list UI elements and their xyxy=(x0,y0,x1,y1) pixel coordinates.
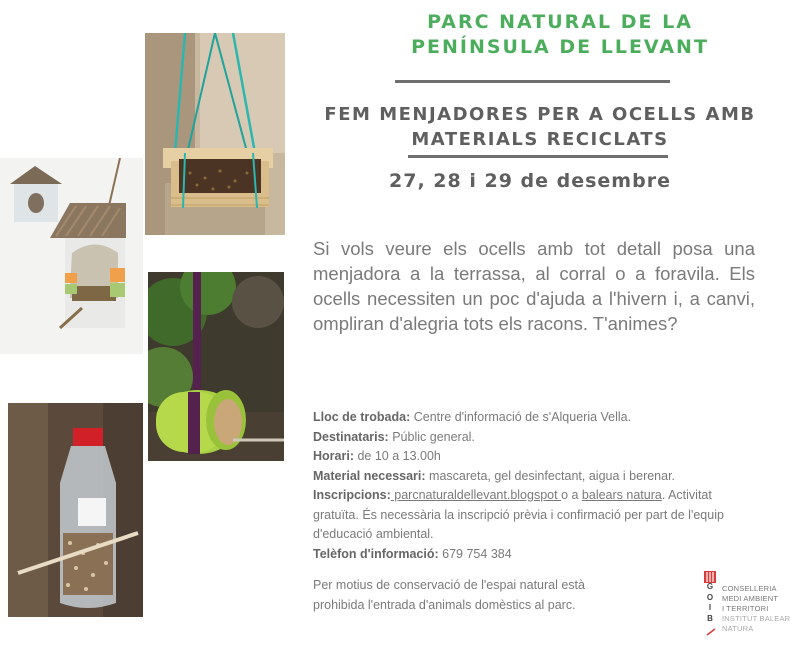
pets-note: Per motius de conservació de l'espai natural està prohibida l'entrada d'animals domèstics al parc. xyxy=(313,578,585,612)
park-title-line2: PENÍNSULA DE LLEVANT xyxy=(411,36,709,58)
goib-letter: I xyxy=(708,603,712,612)
material-label: Material necessari: xyxy=(313,468,426,483)
conselleria-text xyxy=(722,584,790,634)
schedule-row xyxy=(313,447,733,467)
activity-title xyxy=(315,102,765,152)
meeting-value: Centre d'informació de s'Alqueria Vella. xyxy=(413,410,632,424)
registration-label: Inscripcions: xyxy=(313,488,391,502)
blog-link[interactable]: parcnaturaldellevant.blogspot xyxy=(390,488,562,502)
audience-row xyxy=(313,428,733,448)
goib-letter: O xyxy=(706,592,714,602)
audience-value: Públic general. xyxy=(392,429,475,444)
meeting-label: Lloc de trobada: xyxy=(313,410,411,424)
registration-row xyxy=(313,486,733,545)
activity-title-line2: MATERIALS RECICLATS xyxy=(411,129,669,150)
registration-rest: . Activitat gratuïta. És necessària la inscripció prèvia i confirmació per part de l'equip d'educació ambiental. xyxy=(313,488,724,541)
logo-line: CONSELLERIA xyxy=(722,584,777,593)
park-title xyxy=(360,10,760,60)
audience-label: Destinataris: xyxy=(313,429,389,444)
divider-top xyxy=(395,80,670,83)
photo-can-feeder xyxy=(148,272,284,461)
goib-letter: B xyxy=(707,613,713,623)
logo-line: NATURA xyxy=(722,624,754,633)
photo-bottle-feeder xyxy=(8,403,143,617)
goib-logo xyxy=(702,570,792,640)
activity-title-line1: FEM MENJADORES PER A OCELLS AMB xyxy=(324,104,756,125)
goib-letter: G xyxy=(706,582,714,591)
slash-icon xyxy=(706,628,716,636)
divider-bottom xyxy=(408,155,668,158)
intro-paragraph: Si vols veure els ocells amb tot detall posa una menjadora a la terrassa, al corral o a foravila. Els ocells necessiten un poc d'ajuda a l'hivern i, a canvi, ompliran d'alegria tots els racons. T'animes? xyxy=(313,238,755,334)
park-title-line1: PARC NATURAL DE LA xyxy=(427,11,693,33)
logo-line: INSTITUT BALEAR xyxy=(722,614,791,623)
meeting-row xyxy=(313,408,733,428)
photo-milk-carton-feeder xyxy=(0,158,143,354)
logo-line: I TERRITORI xyxy=(722,604,769,613)
balears-natura-link[interactable]: balears natura xyxy=(581,488,662,502)
schedule-label: Horari: xyxy=(313,449,354,463)
phone-value: 679 754 384 xyxy=(442,546,512,561)
goib-letters xyxy=(706,582,714,624)
photo-tray-feeder xyxy=(145,33,285,235)
material-value: mascareta, gel desinfectant, aigua i berenar. xyxy=(429,468,676,483)
material-row xyxy=(313,467,733,487)
activity-dates: 27, 28 i 29 de desembre xyxy=(389,170,671,192)
logo-line: MEDI AMBIENT xyxy=(722,594,779,603)
phone-row xyxy=(313,545,733,565)
registration-mid: o a xyxy=(561,488,582,502)
phone-label: Telèfon d'informació: xyxy=(313,546,439,561)
details-section xyxy=(313,408,733,564)
schedule-value: de 10 a 13.00h xyxy=(357,449,441,463)
